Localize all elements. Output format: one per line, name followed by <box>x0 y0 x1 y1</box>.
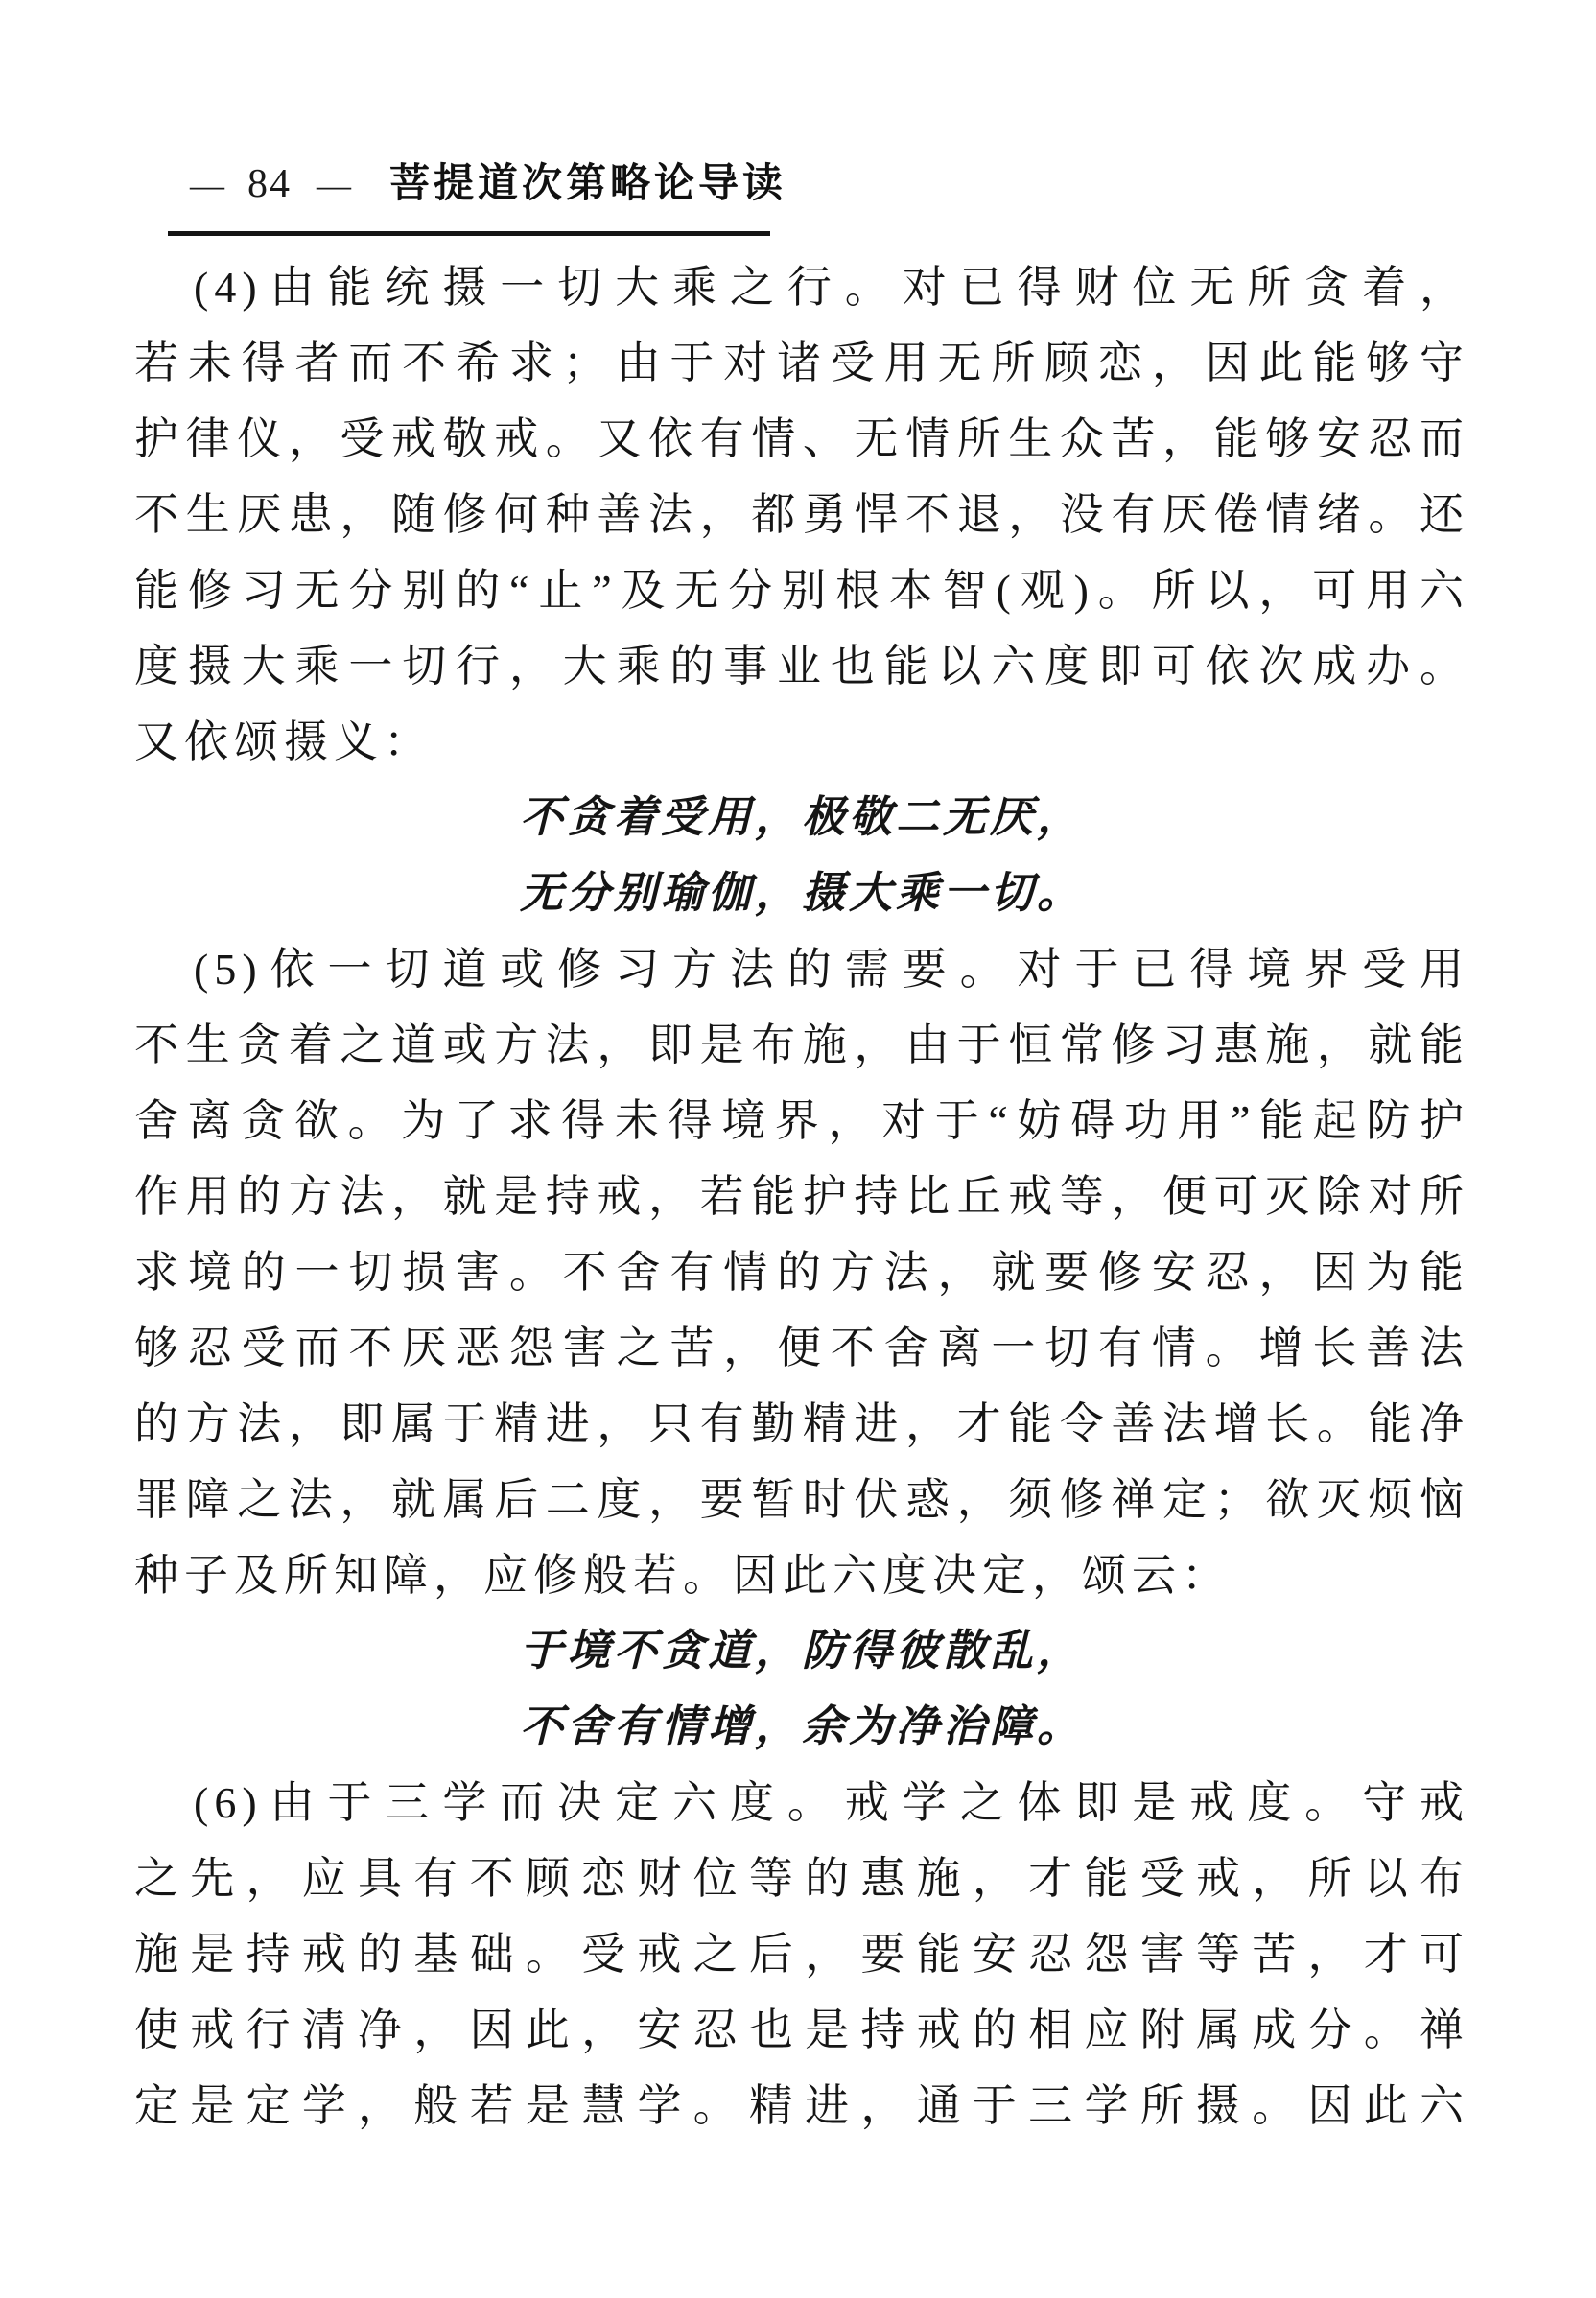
text-line: 舍离贪欲。为了求得未得境界，对于“妨碍功用”能起防护 <box>134 1096 1469 1145</box>
text-line: 若未得者而不希求；由于对诸受用无所顾恋，因此能够守 <box>134 339 1469 387</box>
text-line: 求境的一切损害。不舍有情的方法，就要修安忍，因为能 <box>134 1248 1469 1297</box>
verse-line: 于境不贪道，防得彼散乱， <box>519 1627 1084 1675</box>
text-line: 施是持戒的基础。受戒之后，要能安忍怨害等苦，才可 <box>134 1930 1469 1979</box>
page-number: 84 <box>247 162 292 206</box>
header-rule <box>168 231 770 236</box>
text-line: (6)由于三学而决定六度。戒学之体即是戒度。守戒 <box>194 1778 1469 1827</box>
text-line: 使戒行清净，因此，安忍也是持戒的相应附属成分。禅 <box>134 2005 1469 2054</box>
text-line: 够忍受而不厌恶怨害之苦，便不舍离一切有情。增长善法 <box>134 1324 1469 1372</box>
text-line: 作用的方法，就是持戒，若能护持比丘戒等，便可灭除对所 <box>134 1172 1469 1221</box>
text-line: 度摄大乘一切行，大乘的事业也能以六度即可依次成办。 <box>134 642 1469 691</box>
page-header <box>190 152 786 209</box>
verse-line: 无分别瑜伽，摄大乘一切。 <box>519 869 1084 917</box>
text-line: 不生贪着之道或方法，即是布施，由于恒常修习惠施，就能 <box>134 1020 1469 1069</box>
text-line: 定是定学，般若是慧学。精进，通于三学所摄。因此六 <box>134 2081 1469 2130</box>
book-title: 菩提道次第略论导读 <box>389 162 787 206</box>
text-line: (4)由能统摄一切大乘之行。对已得财位无所贪着， <box>194 263 1469 312</box>
text-line: 种子及所知障，应修般若。因此六度决定，颂云： <box>134 1551 1232 1600</box>
header-dash-left: — <box>190 166 224 204</box>
text-line: 之先，应具有不顾恋财位等的惠施，才能受戒，所以布 <box>134 1854 1469 1903</box>
text-line: 能修习无分别的“止”及无分别根本智(观)。所以，可用六 <box>134 566 1469 615</box>
text-line: 的方法，即属于精进，只有勤精进，才能令善法增长。能净 <box>134 1399 1469 1448</box>
page-body-text <box>134 249 1469 2144</box>
text-line: 罪障之法，就属后二度，要暂时伏惑，须修禅定；欲灭烦恼 <box>134 1475 1469 1524</box>
verse-line: 不贪着受用，极敬二无厌， <box>519 793 1084 841</box>
text-line: (5)依一切道或修习方法的需要。对于已得境界受用 <box>194 945 1469 994</box>
text-line: 护律仪，受戒敬戒。又依有情、无情所生众苦，能够安忍而 <box>134 414 1469 463</box>
text-line: 不生厌患，随修何种善法，都勇悍不退，没有厌倦情绪。还 <box>134 490 1469 539</box>
text-line: 又依颂摄义： <box>134 717 434 766</box>
verse-line: 不舍有情增，余为净治障。 <box>519 1702 1084 1750</box>
header-dash-right: — <box>317 166 351 204</box>
